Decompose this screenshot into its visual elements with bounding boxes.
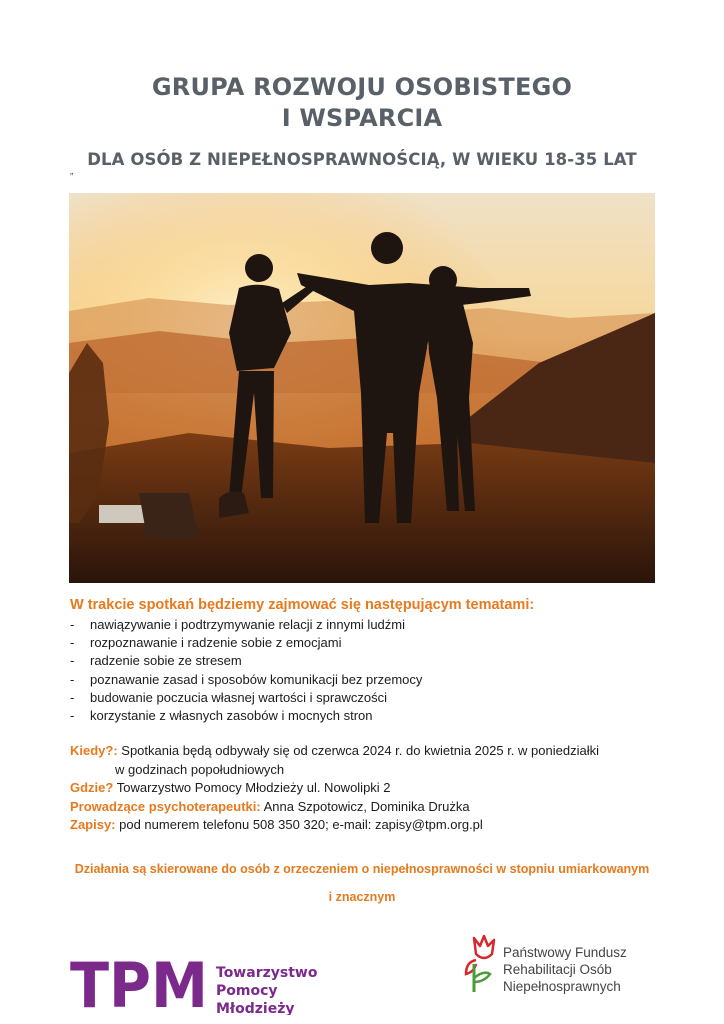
- bullet-dash: -: [70, 689, 75, 705]
- sunset-group-photo: [69, 193, 655, 583]
- pfron-line-2: Rehabilitacji Osób: [503, 962, 612, 977]
- topics-list: [70, 616, 422, 725]
- where-line: [70, 779, 599, 798]
- bullet-dash: -: [70, 635, 75, 651]
- signup-line: [70, 816, 599, 835]
- where-text: Towarzystwo Pomocy Młodzieży ul. Nowolipki 2: [113, 780, 391, 795]
- when-label: Kiedy?:: [70, 743, 118, 758]
- topic-text: budowanie poczucia własnej wartości i sprawczości: [90, 689, 387, 705]
- bullet-dash: -: [70, 671, 75, 687]
- title-line-1: GRUPA ROZWOJU OSOBISTEGO: [151, 73, 573, 101]
- list-item: [70, 616, 422, 634]
- when-text: Spotkania będą odbywały się od czerwca 2024 r. do kwietnia 2025 r. w poniedziałki: [117, 743, 599, 758]
- pfron-line-1: Państwowy Fundusz: [503, 945, 627, 960]
- tpm-logo: [70, 955, 330, 1015]
- list-item: [70, 671, 422, 689]
- topic-text: nawiązywanie i podtrzymywanie relacji z innymi ludźmi: [90, 617, 406, 632]
- topics-heading: W trakcie spotkań będziemy zajmować się następującym tematami:: [70, 597, 535, 613]
- list-item: [70, 634, 422, 652]
- list-item: [70, 689, 422, 707]
- pfron-line-3: Niepełnosprawnych: [503, 979, 621, 994]
- bullet-dash: -: [70, 653, 75, 669]
- list-item: [70, 707, 422, 725]
- when-line: [70, 742, 599, 761]
- topic-text: rozpoznawanie i radzenie sobie z emocjami: [90, 635, 342, 651]
- where-label: Gdzie?: [70, 780, 114, 795]
- page-title: [0, 72, 724, 134]
- event-info: [70, 742, 599, 835]
- tpm-name-line-1: Towarzystwo: [216, 965, 318, 981]
- notice-line-1: Działania są skierowane do osób z orzeczeniem o niepełnosprawności w stopniu umiarkowanym: [74, 862, 650, 876]
- bullet-dash: -: [70, 708, 75, 724]
- leaders-line: [70, 798, 599, 817]
- leaders-text: Anna Szpotowicz, Dominika Drużka: [260, 798, 470, 814]
- tpm-name-line-3: Młodzieży: [216, 1001, 295, 1015]
- stray-mark: „: [70, 166, 74, 177]
- signup-label: Zapisy:: [70, 817, 116, 832]
- list-item: [70, 652, 422, 670]
- topic-text: poznawanie zasad i sposobów komunikacji bez przemocy: [90, 671, 423, 687]
- when-line-2: w godzinach popołudniowych: [115, 761, 285, 777]
- leaders-label: Prowadzące psychoterapeutki:: [70, 798, 261, 814]
- topic-text: korzystanie z własnych zasobów i mocnych stron: [90, 708, 373, 724]
- pfron-name: [503, 944, 627, 995]
- pfron-tulip-logo: [462, 934, 502, 996]
- topic-text: radzenie sobie ze stresem: [90, 653, 242, 669]
- signup-text: pod numerem telefonu 508 350 320; e-mail: zapisy@tpm.org.pl: [115, 817, 483, 832]
- page-subtitle: DLA OSÓB Z NIEPEŁNOSPRAWNOŚCIĄ, W WIEKU 18-35 LAT: [87, 150, 637, 169]
- notice-line-2: i znacznym: [328, 890, 396, 904]
- tpm-letters: TPM: [70, 955, 208, 1015]
- title-line-2: I WSPARCIA: [281, 104, 443, 132]
- tpm-name-line-2: Pomocy: [216, 983, 278, 999]
- bullet-dash: -: [70, 617, 75, 632]
